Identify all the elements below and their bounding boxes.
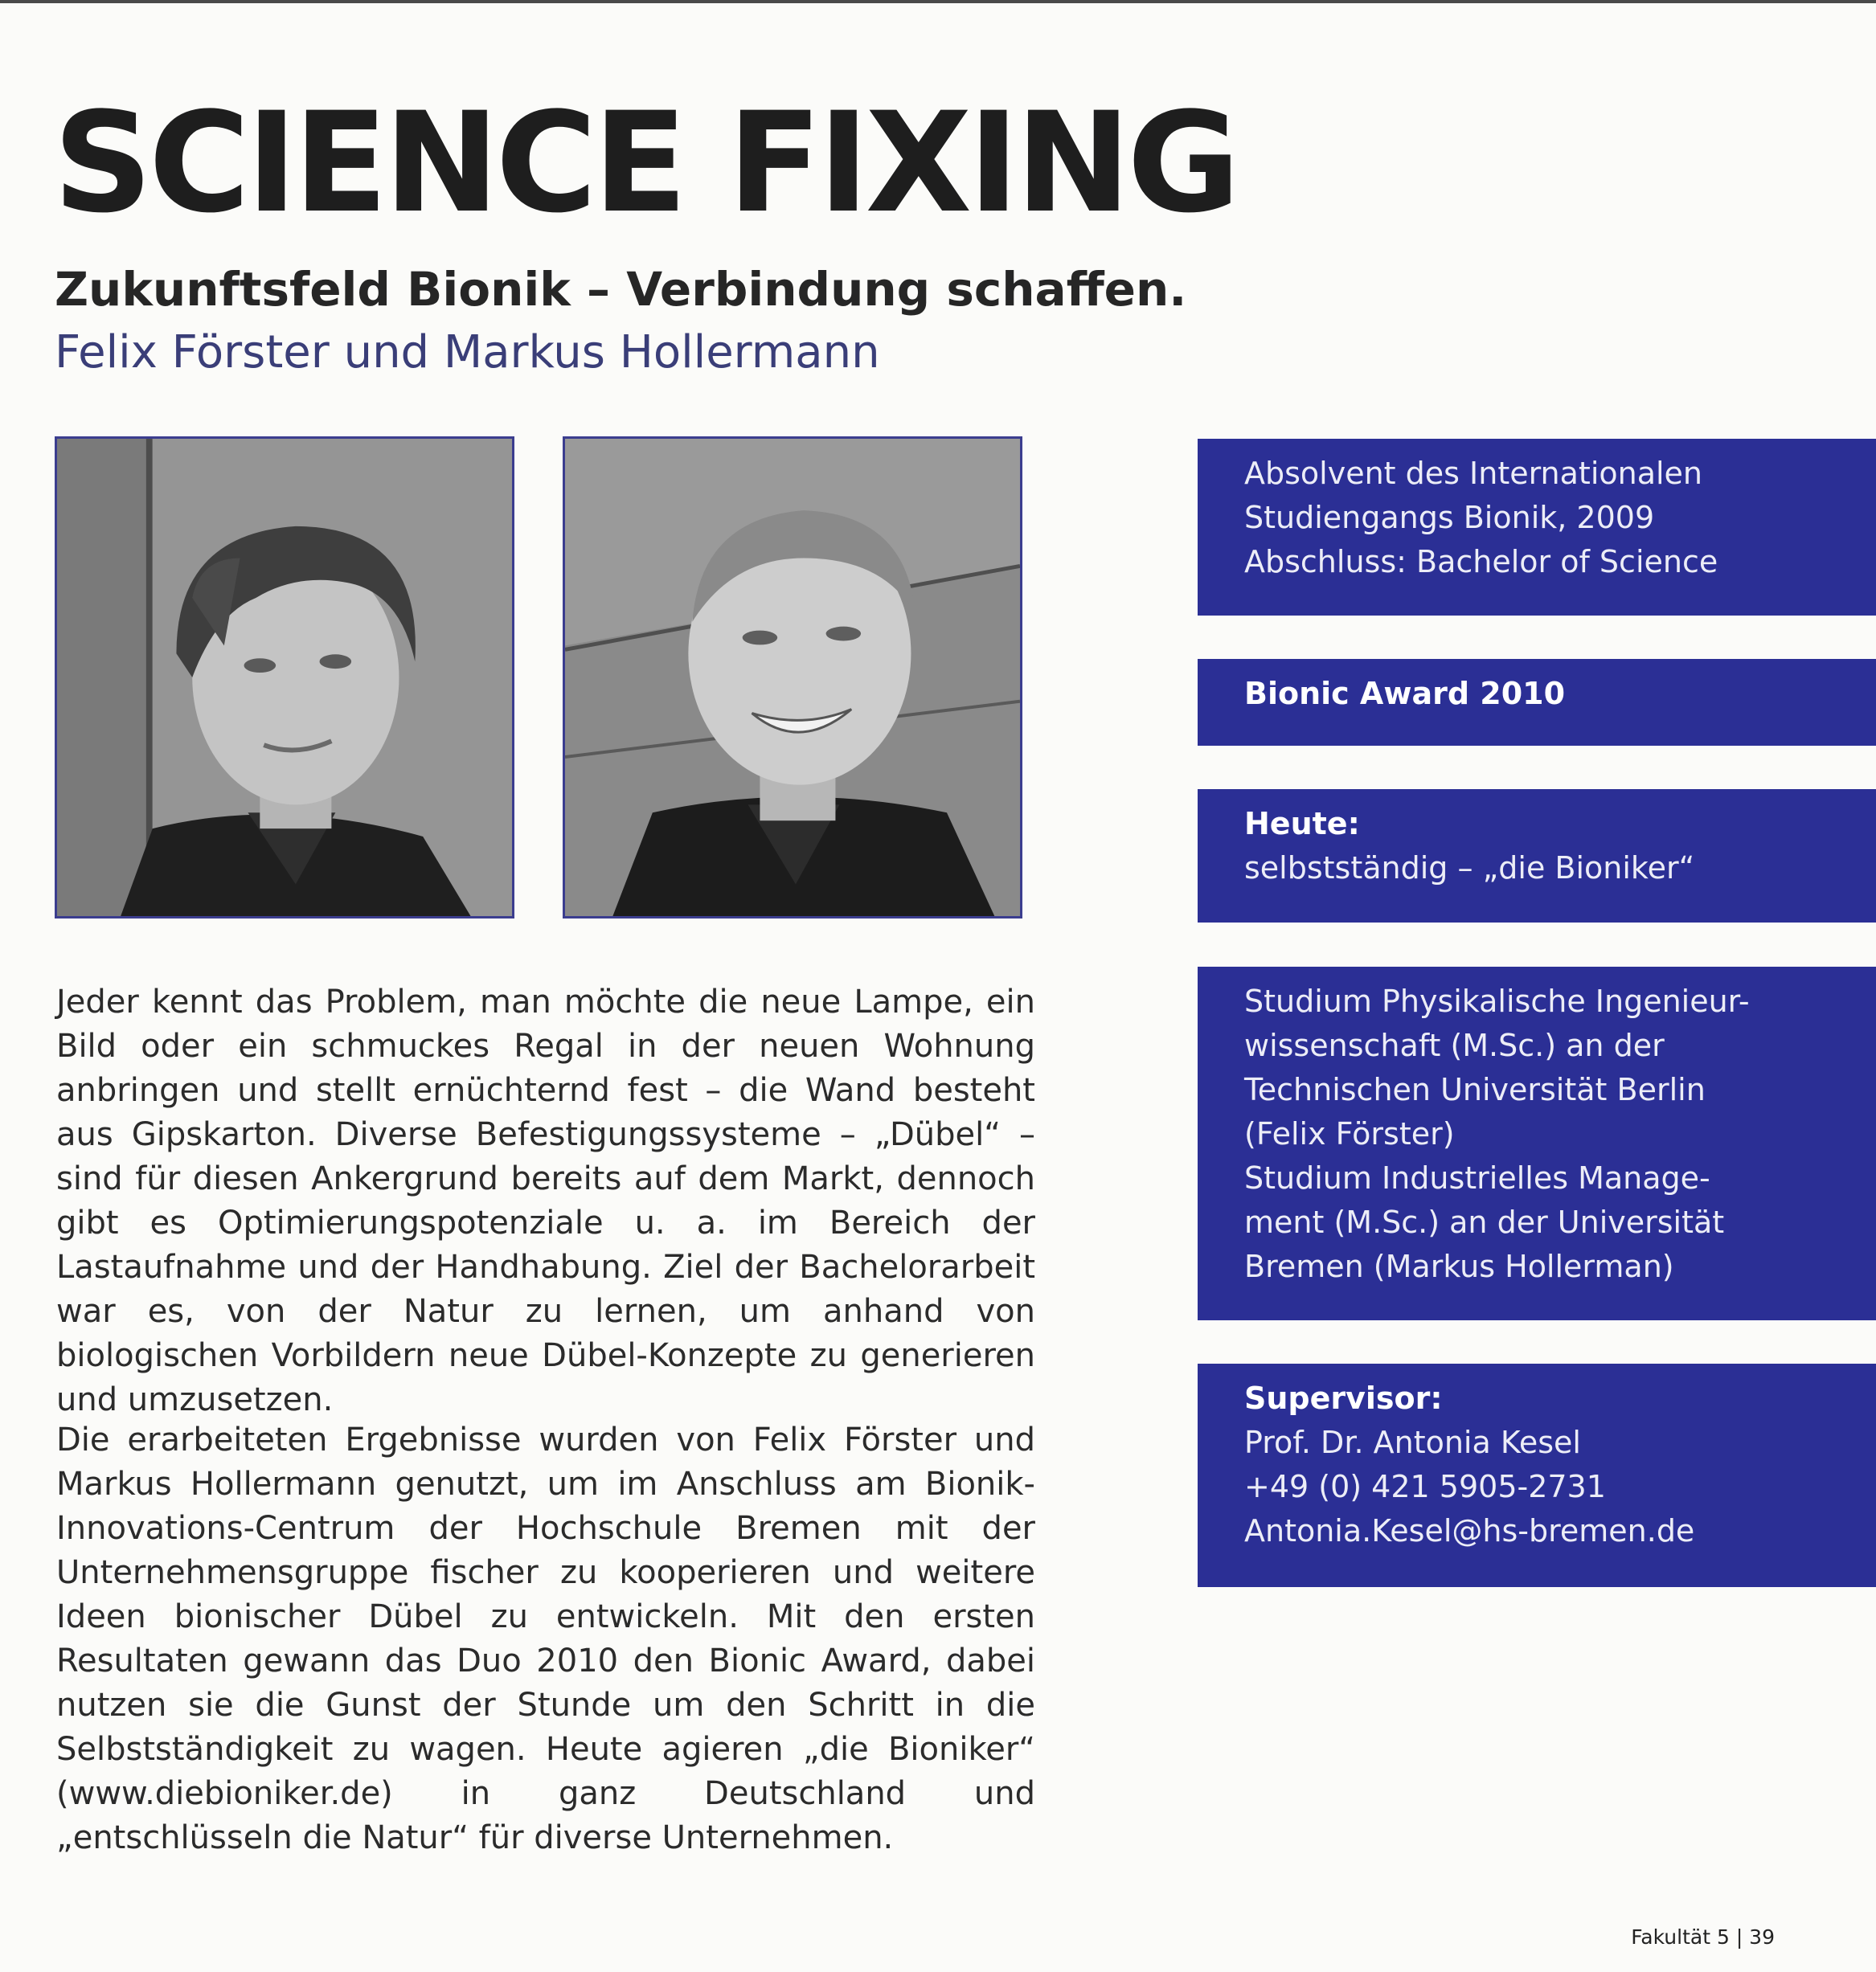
info-box-studies-line-6: ment (M.Sc.) an der Universität <box>1244 1205 1725 1240</box>
page-footer: Fakultät 5 | 39 <box>1631 1925 1775 1949</box>
info-box-supervisor <box>1198 1364 1876 1587</box>
info-box-today-heading: Heute: <box>1244 806 1360 841</box>
info-box-studies-line-2: wissenschaft (M.Sc.) an der <box>1244 1028 1665 1063</box>
body-paragraph-2: Die erarbeiteten Ergebnisse wurden von Felix Förster und Markus Hollermann genutzt, um im Anschluss am Bionik-Innovations-Centrum der Hochschule Bremen mit der Unternehmensgruppe fischer zu kooperieren und weitere Ideen bionischer Dübel zu entwickeln. Mit den ersten Resultaten gewann das Duo 2010 den Bionic Award, dabei nutzen sie die Gunst der Stunde um den Schritt in die Selbstständigkeit zu wagen. Heute agieren „die Bioniker“ (www.diebioniker.de) in ganz Deutschland und „entschlüsseln die Natur“ für diverse Unternehmen. <box>56 1422 1035 1856</box>
info-box-award-heading: Bionic Award 2010 <box>1244 676 1566 711</box>
info-box-studies-line-1: Studium Physikalische Ingenieur- <box>1244 984 1750 1019</box>
supervisor-email: Antonia.Kesel@hs-bremen.de <box>1244 1513 1695 1549</box>
info-box-studies-line-3: Technischen Universität Berlin <box>1244 1072 1706 1107</box>
portrait-photo-markus <box>563 436 1022 918</box>
portrait-photo-felix <box>55 436 514 918</box>
portrait-photo-felix-image <box>57 439 512 916</box>
info-box-degree <box>1198 439 1876 616</box>
info-box-supervisor-heading: Supervisor: <box>1244 1381 1443 1416</box>
info-box-studies-line-5: Studium Industrielles Manage- <box>1244 1160 1710 1196</box>
portrait-photo-markus-image <box>565 439 1020 916</box>
info-box-studies-line-7: Bremen (Markus Hollerman) <box>1244 1249 1674 1284</box>
article-authors: Felix Förster und Markus Hollermann <box>55 326 880 378</box>
info-box-today-line-1: selbstständig – „die Bioniker“ <box>1244 850 1695 886</box>
info-box-today <box>1198 789 1876 923</box>
article-title: SCIENCE FIXING <box>53 82 1237 243</box>
info-box-degree-line-3: Abschluss: Bachelor of Science <box>1244 544 1718 579</box>
body-paragraph-1: Jeder kennt das Problem, man möchte die neue Lampe, ein Bild oder ein schmuckes Regal in der neuen Wohnung anbringen und stellt ernüchternd fest – die Wand besteht aus Gipskarton. Diverse Befestigungssysteme – „Dübel“ – sind für diesen Ankergrund bereits auf dem Markt, dennoch gibt es Optimierungspotenziale u. a. im Bereich der Lastaufnahme und der Handhabung. Ziel der Bachelorarbeit war es, von der Natur zu lernen, um anhand von biologischen Vorbildern neue Dübel-Konzepte zu generieren und umzusetzen. <box>56 984 1035 1418</box>
top-rule <box>0 0 1876 3</box>
supervisor-phone: +49 (0) 421 5905-2731 <box>1244 1469 1606 1504</box>
info-box-degree-line-2: Studiengangs Bionik, 2009 <box>1244 500 1655 535</box>
supervisor-name: Prof. Dr. Antonia Kesel <box>1244 1425 1581 1460</box>
info-box-degree-line-1: Absolvent des Internationalen <box>1244 456 1703 491</box>
info-box-studies-line-4: (Felix Förster) <box>1244 1116 1455 1152</box>
article-subtitle: Zukunftsfeld Bionik – Verbindung schaffen. <box>55 262 1187 317</box>
info-box-award <box>1198 659 1876 746</box>
info-box-studies <box>1198 967 1876 1320</box>
